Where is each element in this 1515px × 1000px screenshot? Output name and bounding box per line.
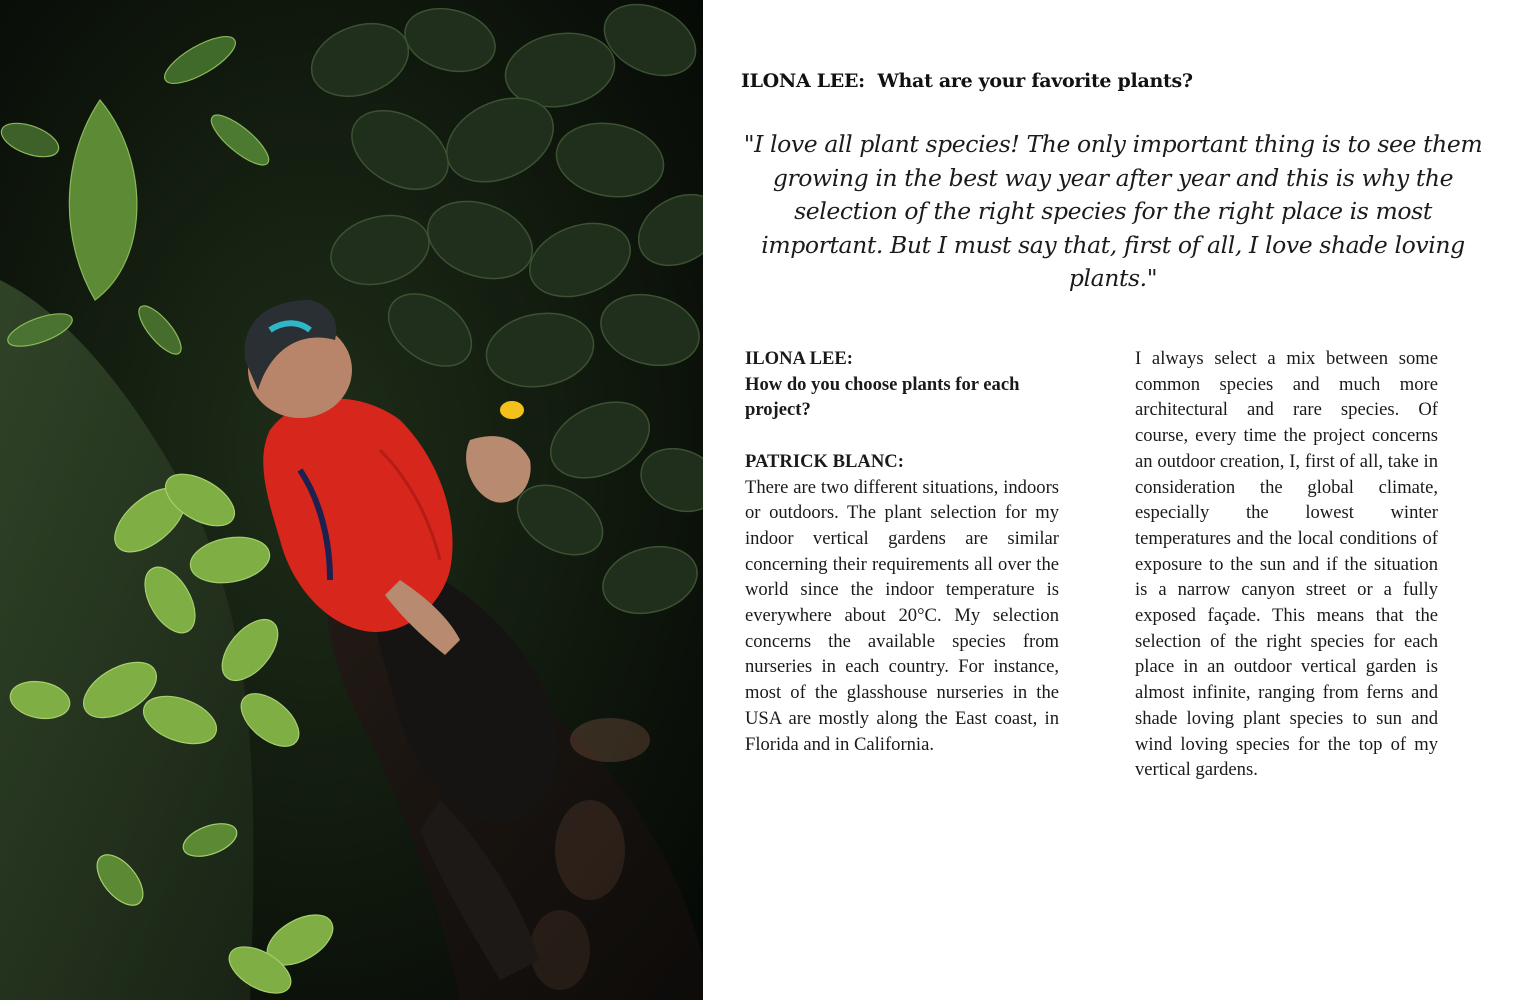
question-text: What are your favorite plants?: [877, 70, 1193, 92]
left-answer-text: There are two different situations, indoors or outdoors. The plant selection for my indoor vertical gardens are similar concerning their requirements all over the world since the indoor temperature is everywhere about 20°C. My selection concerns the available species from nurseries in each country. For instance, most of the glasshouse nurseries in the USA are mostly along the East coast, in Florida and in California.: [745, 476, 1059, 755]
left-column: [745, 346, 1059, 757]
right-column: [1135, 346, 1438, 783]
interview-page: [703, 0, 1515, 1000]
right-answer-text: I always select a mix between some common species and much more architectural and rare species. Of course, every time the project concerns an outdoor creation, I, first of all, take in consideration the global climate, especially the lowest winter temperatures and the local conditions of exposure to the sun and if the situation is a narrow canyon street or a fully exposed façade. This means that the selection of the right species for each place in an outdoor vertical garden is almost infinite, ranging from ferns and shade loving plant species to sun and wind loving species for the top of my vertical gardens.: [1135, 348, 1438, 781]
question-heading: [741, 70, 1481, 92]
photo-patrick-blanc-in-plants: [0, 0, 703, 1000]
respondent-name: PATRICK BLANC:: [745, 450, 904, 472]
photo-illustration: [0, 0, 703, 1000]
pull-quote: "I love all plant species! The only important thing is to see them growing in the best way year after year and this is why the selection of the right species for the right place is most important. But I must say that, first of all, I love shade loving plants.": [743, 130, 1483, 292]
spacer: [745, 423, 1059, 449]
left-question-text: How do you choose plants for each project?: [745, 373, 1020, 421]
left-interviewer-name: ILONA LEE:: [745, 348, 853, 369]
interviewer-name: ILONA LEE:: [741, 70, 865, 92]
